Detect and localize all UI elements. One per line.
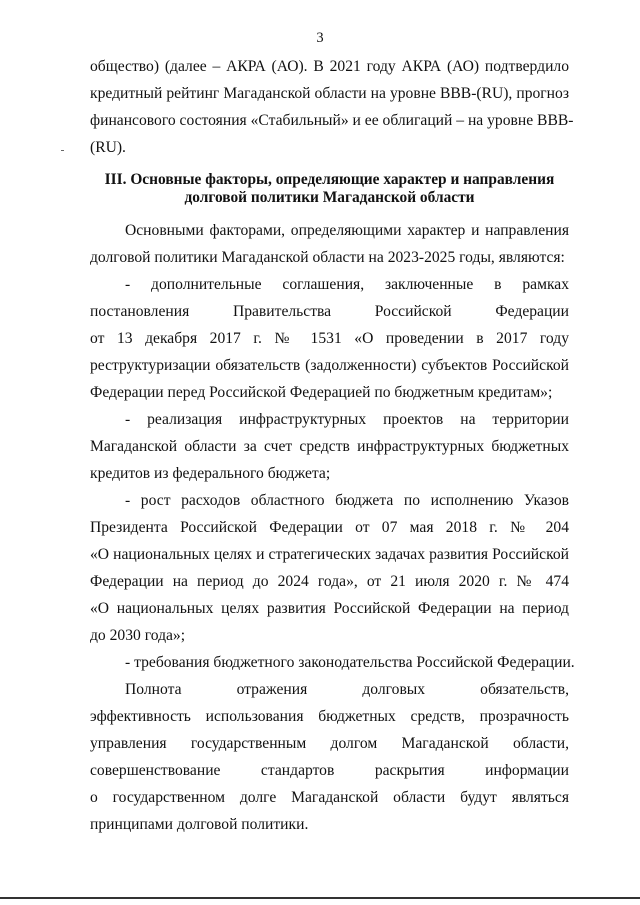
- page-body: [90, 53, 575, 838]
- text-line: эффективность использования бюджетных средств, прозрачность: [90, 708, 569, 725]
- text-line: реструктуризации обязательств (задолженности) субъектов Российской: [90, 357, 569, 374]
- margin-mark: [61, 150, 64, 151]
- text-line: постановления Правительства Российской Федерации: [90, 303, 569, 320]
- bullet-item-infrastructure: [90, 406, 569, 487]
- intro-paragraph: [90, 53, 574, 161]
- text-line: совершенствование стандартов раскрытия информации: [90, 762, 569, 779]
- text-line: (RU).: [90, 139, 126, 156]
- text-line: Федерации перед Российской Федерацией по бюджетным кредитам»;: [90, 384, 553, 401]
- bullet-item-legislation: [90, 649, 575, 676]
- factors-intro-paragraph: [90, 217, 569, 271]
- page-number: 3: [316, 30, 324, 46]
- bullet-item-agreements: [90, 271, 569, 406]
- text-line: долговой политики Магаданской области на 2023-2025 годы, являются:: [90, 249, 565, 266]
- text-line: кредитов из федерального бюджета;: [90, 465, 331, 482]
- text-line: от 13 декабря 2017 г. № 1531 «О проведении в 2017 году: [90, 330, 569, 347]
- text-line: до 2030 года»;: [90, 627, 186, 644]
- text-line: - рост расходов областного бюджета по исполнению Указов: [125, 492, 569, 509]
- text-line: Федерации на период до 2024 года», от 21 июля 2020 г. № 474: [90, 573, 569, 590]
- text-line: Магаданской области за счет средств инфраструктурных бюджетных: [90, 438, 569, 455]
- text-line: управления государственным долгом Магаданской области,: [90, 735, 569, 752]
- section-heading: [90, 171, 569, 207]
- closing-paragraph: [90, 676, 569, 838]
- section-heading-line: III. Основные факторы, определяющие характер и направления: [104, 171, 555, 188]
- bottom-divider: [0, 897, 640, 899]
- text-line: финансового состояния «Стабильный» и ее облигаций – на уровне BBB-: [90, 112, 574, 129]
- text-line: - дополнительные соглашения, заключенные в рамках: [125, 276, 569, 293]
- text-line: «О национальных целях развития Российской Федерации на период: [90, 600, 569, 617]
- text-line: принципами долговой политики.: [90, 816, 309, 833]
- section-heading-line: долговой политики Магаданской области: [184, 189, 475, 206]
- text-line: общество) (далее – АКРА (АО). В 2021 году АКРА (АО) подтвердило: [90, 58, 569, 75]
- text-line: Полнота отражения долговых обязательств,: [125, 681, 569, 698]
- bullet-item-expenses: [90, 487, 569, 649]
- text-line: - требования бюджетного законодательства Российской Федерации.: [125, 654, 575, 671]
- text-line: «О национальных целях и стратегических задачах развития Российской: [90, 546, 569, 563]
- text-line: - реализация инфраструктурных проектов на территории: [125, 411, 569, 428]
- text-line: Основными факторами, определяющими характер и направления: [125, 222, 569, 239]
- text-line: кредитный рейтинг Магаданской области на уровне BBB-(RU), прогноз: [90, 85, 569, 102]
- text-line: о государственном долге Магаданской области будут являться: [90, 789, 569, 806]
- text-line: Президента Российской Федерации от 07 мая 2018 г. № 204: [90, 519, 569, 536]
